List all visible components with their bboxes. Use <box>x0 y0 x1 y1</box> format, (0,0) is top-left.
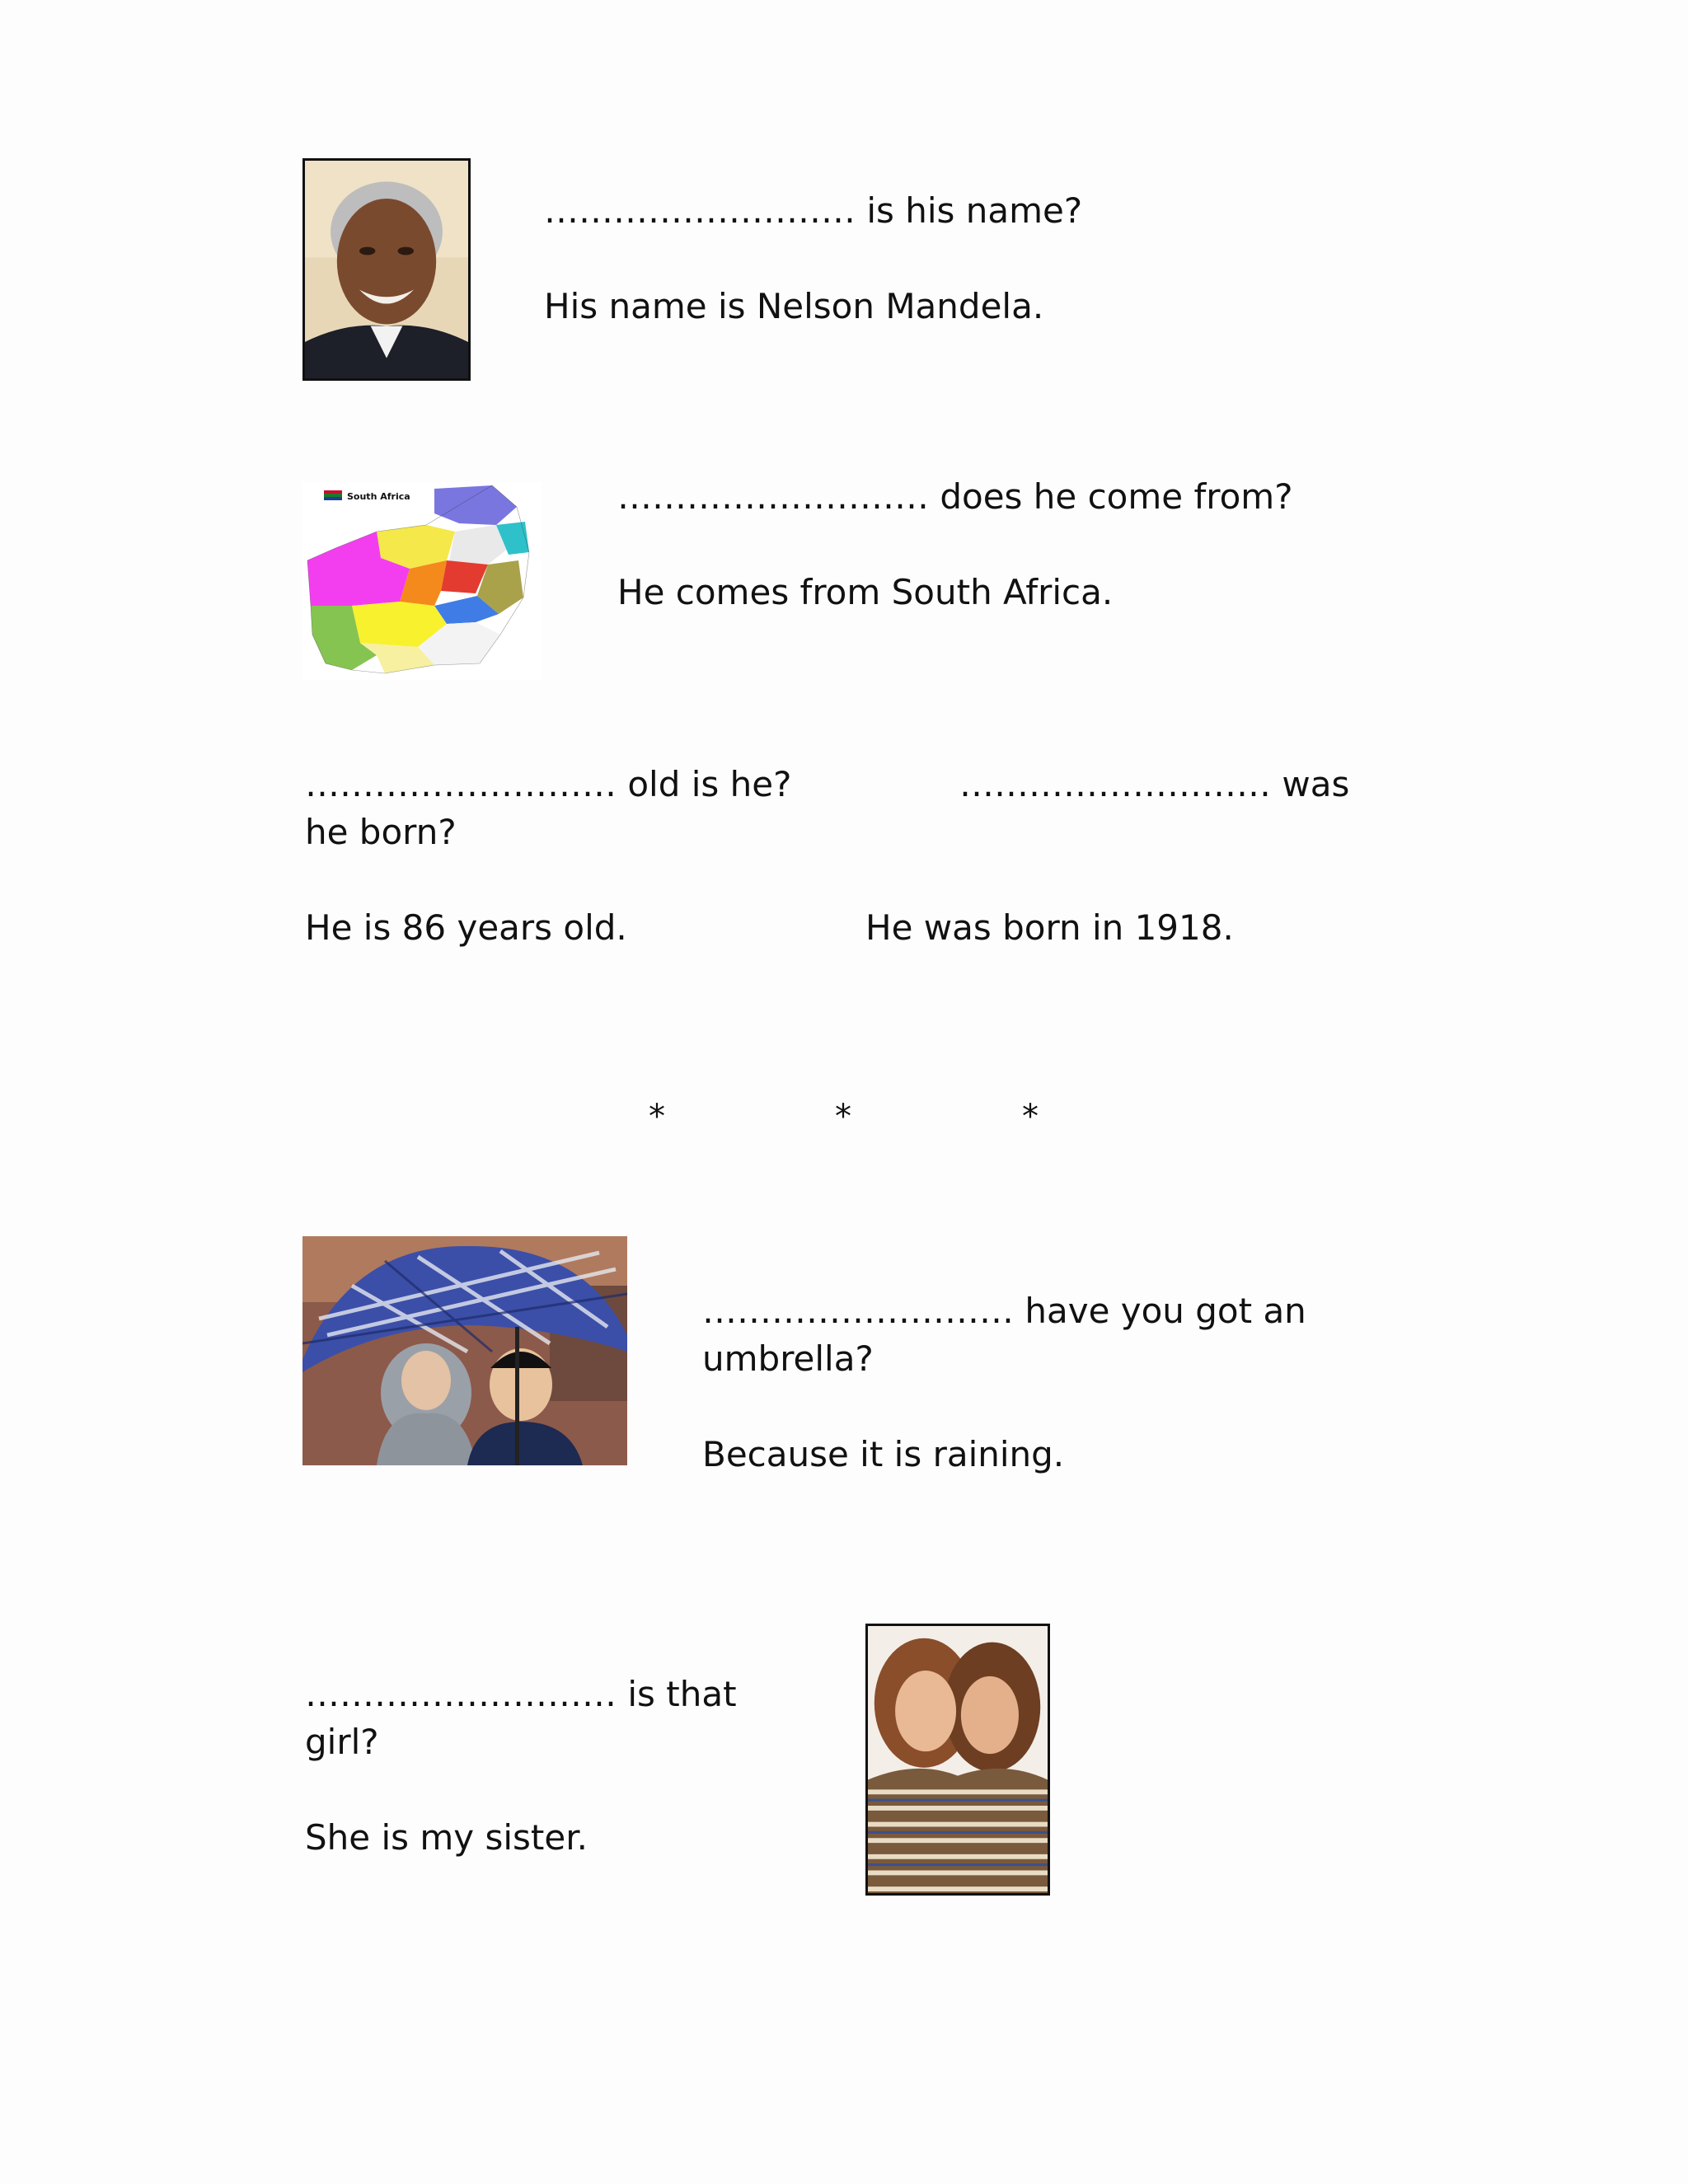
question-umbrella-end: umbrella? <box>702 1338 874 1379</box>
separator-star-2: * <box>835 1098 851 1136</box>
separator-star-3: * <box>1022 1098 1039 1136</box>
question-name: ……………………… is his name? <box>544 190 1083 231</box>
question-umbrella-start: ……………………… have you got an <box>702 1291 1306 1331</box>
map-title: South Africa <box>347 491 410 502</box>
question-girl-end: girl? <box>305 1722 379 1762</box>
answer-girl: She is my sister. <box>305 1817 588 1858</box>
sisters-photo <box>865 1624 1050 1896</box>
question-born-start: ……………………… was <box>959 764 1350 804</box>
answer-umbrella: Because it is raining. <box>702 1434 1065 1474</box>
question-origin: ……………………… does he come from? <box>617 476 1293 517</box>
question-girl-start: ……………………… is that <box>305 1674 737 1714</box>
answer-age: He is 86 years old. <box>305 907 627 948</box>
question-age: ……………………… old is he? <box>305 764 792 804</box>
answer-born: He was born in 1918. <box>865 907 1234 948</box>
question-born-end: he born? <box>305 812 457 852</box>
answer-origin: He comes from South Africa. <box>617 572 1114 612</box>
south-africa-map <box>302 482 542 680</box>
portrait-photo <box>302 158 471 381</box>
separator-star-1: * <box>649 1098 665 1136</box>
umbrella-photo <box>302 1236 627 1465</box>
answer-name: His name is Nelson Mandela. <box>544 286 1044 326</box>
